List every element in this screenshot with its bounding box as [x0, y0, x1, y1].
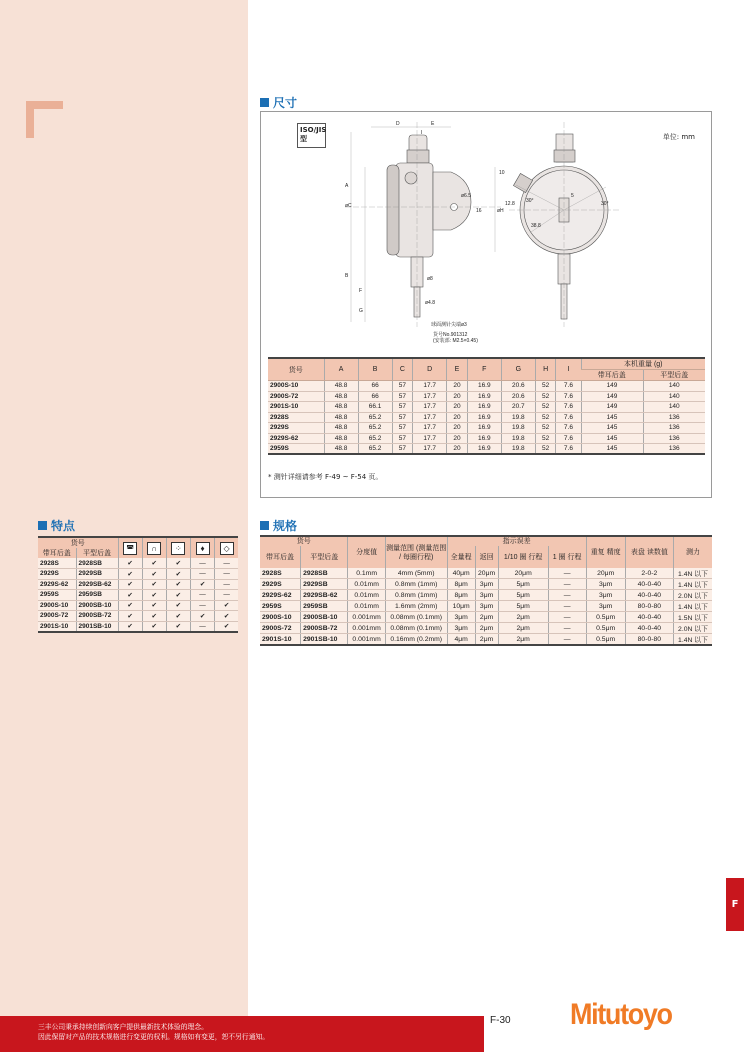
table-cell: 52 — [535, 381, 556, 392]
svg-text:12.8: 12.8 — [505, 201, 515, 207]
table-cell: ✔ — [166, 590, 190, 601]
table-cell: 2900SB-72 — [76, 611, 118, 622]
specs-table: 货号 分度值 测量范围 (测量范围 / 每圈行程) 指示误差 重复 精度 表盘 读数值 测力 带耳后盖 平型后盖 全量程 返回 1/10 圈 行程 1 圈 行程 2928S 2928SB 0.1mm 4mm (5mm) 40μm 20μm 20μm — 20μm 2-0-2 1.4N 以下 2929S 2929SB 0.01mm 0.8mm (1mm) 8μm 3μm 5μm — 3μm 40-0-40 1.4N 以下 2929S-62 2929SB-62 0.01mm 0.8mm (1mm) 8μm 3μm 5μm — 3μm 40-0-40 2.0N 以下 2959S 2959SB 0.01mm 1.6mm (2mm) 10μm 3μm 5μm — 3μm 80-0-80 1.4N 以下 2900S-10 2900SB-10 0.001mm 0.08mm (0.1mm) 3μm 2μm 2μm — 0.5μm 40-0-40 1.5N 以下 2900S-72 2900SB-72 0.001mm 0.08mm (0.1mm) 3μm 2μm 2μm — 0.5μm 40-0-40 2.0N 以下 2901S-10 2901SB-10 0.001mm 0.16mm (0.2mm) 4μm 2μm 2μm — 0.5μm 80-0-80 1.4N 以下 — [260, 535, 712, 646]
table-cell: 1.5N 以下 — [673, 612, 712, 623]
table-cell: 0.001mm — [348, 623, 385, 634]
table-cell: — — [548, 568, 586, 579]
table-cell: 10μm — [447, 601, 475, 612]
table-cell: 1.4N 以下 — [673, 601, 712, 612]
table-cell: 2929S-62 — [38, 579, 76, 590]
svg-text:G: G — [359, 308, 363, 314]
table-cell: 136 — [643, 423, 705, 434]
table-cell: 16.9 — [467, 402, 501, 413]
table-cell: 0.001mm — [348, 634, 385, 646]
features-table: 货号 ◚ ∩ ⁘ ♦ ◇ 带耳后盖 平型后盖 2928S 2928SB ✔ ✔ ✔ — — 2929S 2929SB ✔ ✔ ✔ — — 2929S-62 2929SB-62 ✔ ✔ ✔ ✔ — 2959S 2959SB ✔ ✔ ✔ — — 2900S-10 2900SB-10 ✔ ✔ ✔ — ✔ 2900S-72 2900SB-72 ✔ ✔ ✔ ✔ ✔ 2901S-10 2901SB-10 ✔ ✔ ✔ — ✔ — [38, 536, 238, 633]
table-cell: 16.9 — [467, 412, 501, 423]
table-cell: 20.7 — [501, 402, 535, 413]
footnote: * 测针详细请参考 F-49 ~ F-54 页。 — [268, 473, 383, 481]
table-cell: 0.001mm — [348, 612, 385, 623]
table-cell: 2959SB — [301, 601, 348, 612]
table-cell: ✔ — [166, 579, 190, 590]
svg-text:30°: 30° — [601, 201, 609, 207]
svg-text:16: 16 — [476, 208, 482, 214]
table-row — [38, 600, 238, 611]
table-cell: 149 — [581, 391, 643, 402]
table-cell: ✔ — [118, 600, 142, 611]
table-cell: 2929SB — [301, 579, 348, 590]
table-cell: 7.6 — [556, 444, 581, 455]
table-cell: 2959S — [260, 601, 301, 612]
table-cell: 2959S — [38, 590, 76, 601]
table-cell: 0.08mm (0.1mm) — [385, 612, 447, 623]
table-row — [38, 611, 238, 622]
table-cell: 65.2 — [358, 433, 392, 444]
table-cell: — — [548, 623, 586, 634]
table-cell: 17.7 — [413, 412, 447, 423]
table-cell: 149 — [581, 402, 643, 413]
table-cell: 48.8 — [324, 381, 358, 392]
table-cell: 2928S — [38, 558, 76, 569]
table-cell: 2929S-62 — [268, 433, 324, 444]
table-cell: 2929SB-62 — [76, 579, 118, 590]
svg-text:货号No.901312: 货号No.901312 — [433, 332, 468, 338]
table-cell: 3μm — [586, 579, 625, 590]
table-cell: 57 — [392, 412, 413, 423]
table-cell: 20 — [447, 444, 468, 455]
table-cell: 16.9 — [467, 391, 501, 402]
table-cell: 145 — [581, 412, 643, 423]
table-cell: 20μm — [586, 568, 625, 579]
table-cell: — — [215, 590, 238, 601]
table-cell: 52 — [535, 391, 556, 402]
table-cell: 48.8 — [324, 391, 358, 402]
table-cell: 57 — [392, 423, 413, 434]
table-cell: 40-0-40 — [625, 579, 673, 590]
svg-text:(安装部: M2.5×0.45): (安装部: M2.5×0.45) — [433, 338, 478, 344]
table-row — [38, 590, 238, 601]
table-cell: 2959SB — [76, 590, 118, 601]
svg-text:øH: øH — [497, 208, 504, 214]
table-cell: 4mm (5mm) — [385, 568, 447, 579]
table-cell: 7.6 — [556, 423, 581, 434]
svg-text:ø6.5: ø6.5 — [461, 193, 472, 199]
table-cell: 20 — [447, 402, 468, 413]
table-cell: 0.01mm — [348, 590, 385, 601]
table-cell: 2μm — [475, 612, 498, 623]
svg-text:球面测针尖端ø3: 球面测针尖端ø3 — [431, 322, 467, 328]
table-cell: 57 — [392, 444, 413, 455]
table-cell: ✔ — [215, 611, 238, 622]
table-cell: 2900S-72 — [268, 391, 324, 402]
table-cell: 2929S-62 — [260, 590, 301, 601]
table-cell: — — [548, 601, 586, 612]
table-cell: 3μm — [586, 590, 625, 601]
table-cell: 3μm — [447, 612, 475, 623]
svg-text:A: A — [345, 183, 349, 189]
table-cell: 19.8 — [501, 423, 535, 434]
svg-text:B: B — [345, 273, 349, 279]
table-cell: — — [190, 569, 214, 580]
table-cell: 20.6 — [501, 391, 535, 402]
table-cell: 20.6 — [501, 381, 535, 392]
dimension-table: 货号 A B C D E F G H I 本机重量 (g) 带耳后盖 平型后盖 2900S-10 48.8 66 57 17.7 20 16.9 20.6 52 7.6 149 140 2900S-72 48.8 66 57 17.7 20 16.9 20.6 52 7.6 149 140 2901S-10 48.8 66.1 57 17.7 20 16.9 20.7 52 7.6 149 140 2928S 48.8 65.2 57 17.7 20 16.9 19.8 52 7.6 145 136 2929S 48.8 65.2 57 17.7 20 16.9 19.8 52 7.6 145 136 2929S-62 48.8 65.2 57 17.7 20 16.9 19.8 52 7.6 145 136 2959S 48.8 65.2 57 17.7 20 16.9 19.8 52 7.6 145 136 — [268, 357, 705, 455]
table-cell: 1.6mm (2mm) — [385, 601, 447, 612]
table-cell: 48.8 — [324, 423, 358, 434]
table-cell: 2900S-72 — [260, 623, 301, 634]
table-cell: 2.0N 以下 — [673, 623, 712, 634]
table-cell: — — [548, 590, 586, 601]
section-title-features: 特点 — [38, 517, 75, 534]
table-cell: 8μm — [447, 579, 475, 590]
table-row — [268, 381, 705, 392]
table-cell: 20 — [447, 423, 468, 434]
table-cell: 16.9 — [467, 381, 501, 392]
table-cell: 2.0N 以下 — [673, 590, 712, 601]
table-cell: — — [190, 558, 214, 569]
table-cell: 57 — [392, 433, 413, 444]
table-cell: 2900S-10 — [268, 381, 324, 392]
table-cell: 57 — [392, 391, 413, 402]
table-cell: 0.01mm — [348, 601, 385, 612]
table-cell: 2900S-72 — [38, 611, 76, 622]
table-cell: 66 — [358, 381, 392, 392]
table-cell: ✔ — [142, 621, 166, 632]
svg-text:ø4.8: ø4.8 — [425, 300, 436, 306]
table-cell: 5μm — [498, 590, 548, 601]
table-row — [260, 590, 712, 601]
table-cell: ✔ — [190, 611, 214, 622]
horseshoe-icon: ∩ — [147, 542, 161, 555]
svg-text:D: D — [396, 121, 400, 127]
table-row — [38, 558, 238, 569]
table-cell: 16.9 — [467, 444, 501, 455]
table-row — [268, 423, 705, 434]
table-cell: 65.2 — [358, 444, 392, 455]
table-cell: — — [548, 634, 586, 646]
table-cell: 40μm — [447, 568, 475, 579]
table-cell: 7.6 — [556, 412, 581, 423]
table-cell: 2900S-10 — [38, 600, 76, 611]
svg-text:30°: 30° — [526, 198, 534, 204]
table-cell: — — [215, 569, 238, 580]
table-cell: ✔ — [118, 569, 142, 580]
table-cell: 2μm — [498, 623, 548, 634]
table-cell: ✔ — [166, 600, 190, 611]
section-tab-f: F — [726, 878, 744, 931]
table-cell: 57 — [392, 381, 413, 392]
table-cell: ✔ — [215, 600, 238, 611]
footer-disclaimer: 三丰公司秉承持续创新向客户提供最新技术体验的理念。 因此保留对产品的技术规格进行变更的权利。规格如有变更，恕不另行通知。 — [0, 1016, 484, 1052]
table-cell: 66 — [358, 391, 392, 402]
table-cell: — — [190, 600, 214, 611]
table-cell: 2901S-10 — [260, 634, 301, 646]
table-cell: ✔ — [142, 558, 166, 569]
table-cell: 2901S-10 — [38, 621, 76, 632]
table-cell: 19.8 — [501, 444, 535, 455]
table-cell: ✔ — [142, 579, 166, 590]
svg-text:ø8: ø8 — [427, 276, 433, 282]
table-cell: 17.7 — [413, 402, 447, 413]
page-number: F-30 — [490, 1015, 511, 1026]
table-cell: 52 — [535, 423, 556, 434]
table-cell: 2900SB-72 — [301, 623, 348, 634]
svg-text:F: F — [359, 288, 363, 294]
table-cell: 17.7 — [413, 444, 447, 455]
table-cell: — — [548, 579, 586, 590]
table-cell: 20μm — [475, 568, 498, 579]
table-cell: 2928S — [260, 568, 301, 579]
table-row — [268, 444, 705, 455]
table-cell: 3μm — [586, 601, 625, 612]
table-cell: 52 — [535, 433, 556, 444]
table-cell: ✔ — [118, 579, 142, 590]
table-cell: 52 — [535, 444, 556, 455]
table-cell: 8μm — [447, 590, 475, 601]
table-cell: ✔ — [166, 621, 190, 632]
table-row — [38, 621, 238, 632]
table-cell: 2-0-2 — [625, 568, 673, 579]
dial-indicator-drawing — [261, 112, 713, 357]
table-row — [260, 623, 712, 634]
jewel-icon: ◇ — [220, 542, 234, 555]
table-cell: 7.6 — [556, 391, 581, 402]
table-cell: — — [190, 590, 214, 601]
table-cell: 2929S — [260, 579, 301, 590]
table-cell: 2μm — [475, 623, 498, 634]
table-cell: 5μm — [498, 601, 548, 612]
table-cell: 3μm — [447, 623, 475, 634]
table-cell: 0.8mm (1mm) — [385, 590, 447, 601]
table-cell: ✔ — [190, 579, 214, 590]
corner-mark — [26, 101, 63, 138]
table-cell: 2929S — [38, 569, 76, 580]
table-cell: ✔ — [166, 558, 190, 569]
mitutoyo-logo: Mitutoyo — [570, 998, 672, 1031]
table-cell: 140 — [643, 391, 705, 402]
table-cell: 0.5μm — [586, 612, 625, 623]
table-cell: 17.7 — [413, 381, 447, 392]
table-cell: — — [215, 579, 238, 590]
table-cell: 2μm — [498, 634, 548, 646]
table-row — [260, 612, 712, 623]
table-cell: 7.6 — [556, 433, 581, 444]
table-cell: 2μm — [475, 634, 498, 646]
table-cell: 16.9 — [467, 433, 501, 444]
table-cell: 145 — [581, 433, 643, 444]
table-cell: 3μm — [475, 579, 498, 590]
table-cell: ✔ — [118, 611, 142, 622]
dial-face-icon: ◚ — [123, 542, 137, 555]
table-cell: 2929SB — [76, 569, 118, 580]
table-cell: 2929SB-62 — [301, 590, 348, 601]
table-cell: 17.7 — [413, 423, 447, 434]
table-row — [260, 634, 712, 646]
table-cell: 136 — [643, 433, 705, 444]
table-cell: 0.08mm (0.1mm) — [385, 623, 447, 634]
table-cell: 2928SB — [76, 558, 118, 569]
unit-label: 单位: mm — [662, 133, 695, 141]
table-cell: 7.6 — [556, 381, 581, 392]
table-cell: 5μm — [498, 579, 548, 590]
table-cell: 2900SB-10 — [76, 600, 118, 611]
table-cell: 65.2 — [358, 423, 392, 434]
table-cell: 2901SB-10 — [76, 621, 118, 632]
table-cell: 145 — [581, 444, 643, 455]
section-title-specs: 规格 — [260, 517, 297, 534]
table-cell: 80-0-80 — [625, 634, 673, 646]
table-cell: 48.8 — [324, 444, 358, 455]
table-row — [38, 569, 238, 580]
table-cell: 17.7 — [413, 391, 447, 402]
table-cell: 48.8 — [324, 402, 358, 413]
table-cell: ✔ — [142, 611, 166, 622]
table-cell: 7.6 — [556, 402, 581, 413]
table-cell: 19.8 — [501, 412, 535, 423]
table-cell: 149 — [581, 381, 643, 392]
table-cell: — — [190, 621, 214, 632]
table-cell: ✔ — [166, 611, 190, 622]
svg-text:E: E — [431, 121, 435, 127]
table-cell: 40-0-40 — [625, 590, 673, 601]
table-cell: 1.4N 以下 — [673, 579, 712, 590]
section-title-dimensions: 尺寸 — [260, 94, 297, 111]
table-row — [268, 402, 705, 413]
table-cell: 48.8 — [324, 433, 358, 444]
table-cell: 17.7 — [413, 433, 447, 444]
table-cell: 0.8mm (1mm) — [385, 579, 447, 590]
table-row — [268, 391, 705, 402]
table-cell: 2μm — [498, 612, 548, 623]
svg-text:38.8: 38.8 — [531, 223, 541, 229]
table-cell: 52 — [535, 412, 556, 423]
table-cell: ✔ — [166, 569, 190, 580]
table-cell: — — [548, 612, 586, 623]
table-cell: 2900SB-10 — [301, 612, 348, 623]
table-row — [260, 579, 712, 590]
table-cell: 19.8 — [501, 433, 535, 444]
table-cell: 2959S — [268, 444, 324, 455]
table-cell: ✔ — [215, 621, 238, 632]
table-cell: 4μm — [447, 634, 475, 646]
table-cell: 20 — [447, 381, 468, 392]
table-cell: 0.5μm — [586, 634, 625, 646]
table-cell: 2900S-10 — [260, 612, 301, 623]
table-cell: 0.01mm — [348, 579, 385, 590]
svg-text:10: 10 — [499, 170, 505, 176]
table-cell: 2928S — [268, 412, 324, 423]
table-row — [260, 601, 712, 612]
table-cell: — — [215, 558, 238, 569]
table-cell: ✔ — [118, 558, 142, 569]
table-cell: 0.16mm (0.2mm) — [385, 634, 447, 646]
table-cell: 140 — [643, 381, 705, 392]
standard-label: ISO/JIS 型 — [297, 123, 326, 148]
table-cell: 3μm — [475, 590, 498, 601]
table-cell: 40-0-40 — [625, 612, 673, 623]
table-row — [260, 568, 712, 579]
table-cell: ✔ — [142, 600, 166, 611]
table-cell: 57 — [392, 402, 413, 413]
table-cell: ✔ — [118, 590, 142, 601]
table-cell: 66.1 — [358, 402, 392, 413]
table-cell: 2929S — [268, 423, 324, 434]
table-cell: ✔ — [142, 590, 166, 601]
table-cell: 20 — [447, 412, 468, 423]
table-cell: 20 — [447, 433, 468, 444]
table-cell: ✔ — [142, 569, 166, 580]
table-cell: 1.4N 以下 — [673, 634, 712, 646]
table-cell: 0.1mm — [348, 568, 385, 579]
table-cell: 140 — [643, 402, 705, 413]
table-cell: 40-0-40 — [625, 623, 673, 634]
table-row — [268, 412, 705, 423]
table-cell: 145 — [581, 423, 643, 434]
table-cell: 2901SB-10 — [301, 634, 348, 646]
table-cell: 3μm — [475, 601, 498, 612]
table-cell: 0.5μm — [586, 623, 625, 634]
water-drop-icon: ♦ — [196, 542, 210, 555]
table-row — [38, 579, 238, 590]
svg-text:øC: øC — [345, 203, 352, 209]
table-cell: 1.4N 以下 — [673, 568, 712, 579]
svg-text:I: I — [421, 130, 423, 136]
dots-icon: ⁘ — [171, 542, 185, 555]
table-cell: 48.8 — [324, 412, 358, 423]
svg-text:5: 5 — [571, 193, 574, 199]
table-cell: 65.2 — [358, 412, 392, 423]
table-cell: ✔ — [118, 621, 142, 632]
table-cell: 136 — [643, 444, 705, 455]
table-row — [268, 433, 705, 444]
table-cell: 2928SB — [301, 568, 348, 579]
table-cell: 80-0-80 — [625, 601, 673, 612]
table-cell: 52 — [535, 402, 556, 413]
table-cell: 2901S-10 — [268, 402, 324, 413]
table-cell: 16.9 — [467, 423, 501, 434]
table-cell: 136 — [643, 412, 705, 423]
table-cell: 20 — [447, 391, 468, 402]
table-cell: 20μm — [498, 568, 548, 579]
